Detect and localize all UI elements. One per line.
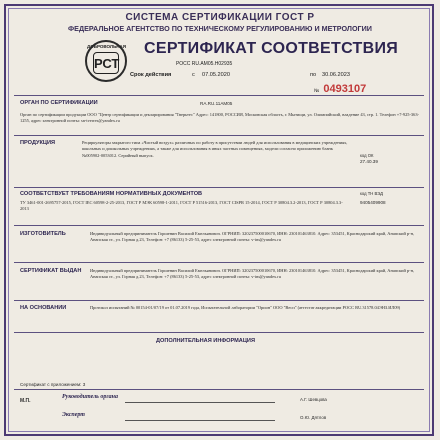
seal-mark: РСТ — [93, 52, 119, 74]
requirements-text: ТУ 3461-001-2695757-2015, ГОСТ IEC 60598-2-25-2013, ГОСТ Р МЭК 60598-1-2011, ГОСТ Р 51516-2013, ГОСТ CISPR 15-2014, ГОСТ Р 30804.3.2-2013, ГОСТ Р 30804.3.3-2013 — [20, 200, 343, 212]
requirements-label: СООТВЕТСТВУЕТ ТРЕБОВАНИЯМ НОРМАТИВНЫХ ДОКУМЕНТОВ — [20, 191, 203, 197]
from-label: с — [192, 72, 195, 78]
tnved-code-value: 9405409908 — [360, 200, 386, 205]
issued-to-text: Индивидуальный предприниматель Горшенин Василий Емельянович. ОГРНИП: 320237500010670, ИНН: 230101463810. Адрес: 353451, Краснодарский край, Анапский р-н, Анапская ст., ул. Горная д.23, Телефон: +7 (86133) 5-25-53, адрес электронной почты: v-im@yandex.ru — [90, 268, 415, 280]
manufacturer-text: Индивидуальный предприниматель Горшенин Василий Емельянович. ОГРНИП: 320237500010670, ИНН: 230101463810. Адрес: 353451, Краснодарский край, Анапский р-н, Анапская ст., ул. Горная д.23, Телефон: +7 (86133) 5-25-53, адрес электронной почты: v-im@yandex.ru — [90, 231, 415, 243]
tnved-code-label: код ТН ВЭД — [360, 191, 383, 196]
divider — [14, 135, 424, 136]
product-code — [360, 153, 378, 165]
divider — [14, 262, 424, 263]
stamp-place: М.П. — [20, 398, 31, 404]
term-label: Срок действия — [130, 72, 172, 78]
page-title: СЕРТИФИКАТ СООТВЕТСТВИЯ — [144, 40, 399, 57]
reg-number: РОСС RU.АМ05.Н02935 — [176, 61, 233, 67]
validity-dates — [130, 72, 380, 82]
certificate-number — [314, 83, 366, 95]
number-label: № — [314, 88, 320, 94]
divider — [14, 389, 424, 390]
head-name: А.Г. Шевцова — [300, 397, 327, 402]
body-org-label: ОРГАН ПО СЕРТИФИКАЦИИ — [20, 100, 98, 106]
basis-label: НА ОСНОВАНИИ — [20, 305, 67, 311]
product-label: ПРОДУКЦИЯ — [20, 140, 56, 146]
rst-seal-icon — [85, 40, 127, 82]
body-org-text: Орган по сертификации продукции ООО "Центр сертификации и декларирования "Тверьтес" Адрес: 141800, РОССИЯ, Московская область, г. Мытищи, ул. Олимпийский, владение 43, стр. 1. Телефон +7-925-363-1255, адрес электронной почты: sn-tverres@yandex.ru — [20, 112, 419, 124]
divider — [14, 332, 424, 333]
divider — [14, 225, 424, 226]
from-date: 07.05.2020 — [202, 72, 230, 78]
okp-code-value: 27.40.39 — [360, 159, 378, 164]
tnved-code — [360, 191, 386, 206]
divider — [14, 187, 424, 188]
expert-name: О.Ю. Дятлов — [300, 415, 327, 420]
divider — [14, 95, 424, 96]
number-value: 0493107 — [323, 83, 367, 95]
to-label: по — [310, 72, 317, 78]
manufacturer-label: ИЗГОТОВИТЕЛЬ — [20, 231, 66, 237]
okp-code-label: код ОК — [360, 153, 374, 158]
head-signature-line — [125, 402, 275, 403]
expert-signature-label: Эксперт — [62, 412, 85, 418]
agency-title: ФЕДЕРАЛЬНОЕ АГЕНТСТВО ПО ТЕХНИЧЕСКОМУ РЕГУЛИРОВАНИЮ И МЕТРОЛОГИИ — [68, 24, 372, 33]
additional-label: ДОПОЛНИТЕЛЬНАЯ ИНФОРМАЦИЯ — [156, 338, 255, 344]
product-text: Рециркуляторы закрытого типа «Чистый воздух» различных по работу в присутствии людей для использования в медицинских учреждениях, школьных и дошкольных учреждениях, а также для использования в иных частных помещениях, модели согласно приложению бланк №005902-0053012. Серийный выпуск. — [82, 140, 348, 158]
divider — [14, 300, 424, 301]
appendix-text: Сертификат с приложением: 3 — [20, 382, 86, 387]
head-signature-label: Руководитель органа — [62, 394, 118, 400]
system-title: СИСТЕМА СЕРТИФИКАЦИИ ГОСТ Р — [125, 12, 315, 23]
basis-text: Протокол испытаний № 00154-01/07/19 от 01.07.2019 года, Испытательной лаборатории "Орион" ООО "Весп" (аттестат аккредитации РОСС RU.31578.04ЭНЗ.ИЛ09) — [90, 305, 401, 310]
issued-to-label: СЕРТИФИКАТ ВЫДАН — [20, 268, 82, 274]
expert-signature-line — [125, 420, 275, 421]
to-date: 30.06.2023 — [322, 72, 350, 78]
seal-arc-text: ДОБРОВОЛЬНАЯ — [87, 44, 127, 49]
body-org-code: RA.RU.11АМ05 — [200, 101, 233, 106]
